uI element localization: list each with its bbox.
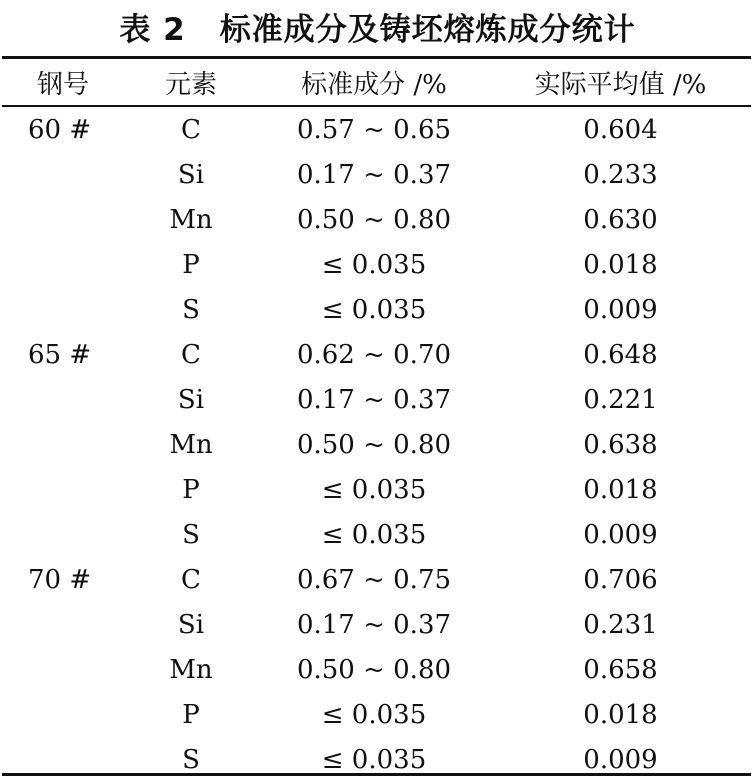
steel-grade-cell: 70 #: [28, 564, 92, 595]
actual-cell: 0.604: [583, 114, 658, 145]
standard-cell: 0.50 ~ 0.80: [296, 204, 452, 235]
element-cell: S: [182, 519, 200, 550]
steel-grade-cell: 65 #: [28, 339, 92, 370]
table-row: [2, 737, 751, 782]
element-cell: S: [182, 744, 200, 775]
standard-cell: 0.50 ~ 0.80: [296, 429, 452, 460]
actual-cell: 0.706: [583, 564, 658, 595]
table-number: 表 2: [119, 11, 186, 48]
steel-grade-cell: [2, 737, 124, 782]
standard-cell: 0.67 ~ 0.75: [296, 564, 452, 595]
element-cell: C: [181, 339, 201, 370]
table-row: [2, 287, 751, 332]
table-row: [2, 377, 751, 422]
standard-cell: ≤ 0.035: [321, 474, 427, 505]
standard-cell: 0.17 ~ 0.37: [296, 609, 452, 640]
table-row: [2, 557, 751, 602]
element-cell: P: [182, 249, 200, 280]
actual-cell: 0.018: [583, 699, 658, 730]
standard-cell: 0.17 ~ 0.37: [296, 159, 452, 190]
element-cell: C: [181, 564, 201, 595]
standard-cell: ≤ 0.035: [321, 249, 427, 280]
table-row: [2, 692, 751, 737]
actual-cell: 0.009: [583, 519, 658, 550]
steel-grade-cell: [2, 512, 124, 557]
element-cell: Si: [177, 384, 205, 415]
steel-grade-cell: [2, 602, 124, 647]
element-cell: Si: [177, 609, 205, 640]
actual-cell: 0.648: [583, 339, 658, 370]
standard-cell: ≤ 0.035: [321, 294, 427, 325]
actual-cell: 0.638: [583, 429, 658, 460]
steel-grade-cell: [2, 242, 124, 287]
standard-cell: ≤ 0.035: [321, 744, 427, 775]
element-cell: Si: [177, 159, 205, 190]
actual-cell: 0.233: [583, 159, 658, 190]
steel-grade-cell: [2, 377, 124, 422]
header-row: [2, 59, 751, 105]
standard-cell: 0.50 ~ 0.80: [296, 654, 452, 685]
element-cell: Mn: [169, 204, 213, 235]
table-title: 标准成分及铸坯熔炼成分统计: [219, 11, 636, 48]
table-row: [2, 197, 751, 242]
header-actual-average: 实际平均值 /%: [534, 69, 707, 100]
table-row: [2, 422, 751, 467]
table-caption: [0, 0, 755, 52]
element-cell: C: [181, 114, 201, 145]
steel-grade-cell: [2, 647, 124, 692]
table-row: [2, 242, 751, 287]
element-cell: Mn: [169, 429, 213, 460]
table-row: [2, 467, 751, 512]
actual-cell: 0.018: [583, 474, 658, 505]
steel-grade-cell: [2, 467, 124, 512]
element-cell: Mn: [169, 654, 213, 685]
table-row: [2, 647, 751, 692]
header-standard-composition: 标准成分 /%: [301, 69, 447, 100]
actual-cell: 0.231: [583, 609, 658, 640]
steel-grade-cell: 60 #: [28, 114, 92, 145]
steel-grade-cell: [2, 692, 124, 737]
actual-cell: 0.009: [583, 294, 658, 325]
table-row: [2, 105, 751, 152]
steel-grade-cell: [2, 152, 124, 197]
header-steel-grade: 钢号: [36, 69, 89, 100]
composition-table: [2, 59, 751, 782]
element-cell: P: [182, 699, 200, 730]
actual-cell: 0.630: [583, 204, 658, 235]
actual-cell: 0.018: [583, 249, 658, 280]
table-row: [2, 152, 751, 197]
actual-cell: 0.658: [583, 654, 658, 685]
steel-grade-cell: [2, 422, 124, 467]
actual-cell: 0.009: [583, 744, 658, 775]
standard-cell: 0.17 ~ 0.37: [296, 384, 452, 415]
steel-grade-cell: [2, 197, 124, 242]
standard-cell: ≤ 0.035: [321, 699, 427, 730]
standard-cell: 0.62 ~ 0.70: [296, 339, 452, 370]
standard-cell: ≤ 0.035: [321, 519, 427, 550]
element-cell: P: [182, 474, 200, 505]
table-row: [2, 332, 751, 377]
element-cell: S: [182, 294, 200, 325]
table-row: [2, 602, 751, 647]
actual-cell: 0.221: [583, 384, 658, 415]
standard-cell: 0.57 ~ 0.65: [296, 114, 452, 145]
steel-grade-cell: [2, 287, 124, 332]
header-element: 元素: [164, 69, 217, 100]
table-row: [2, 512, 751, 557]
